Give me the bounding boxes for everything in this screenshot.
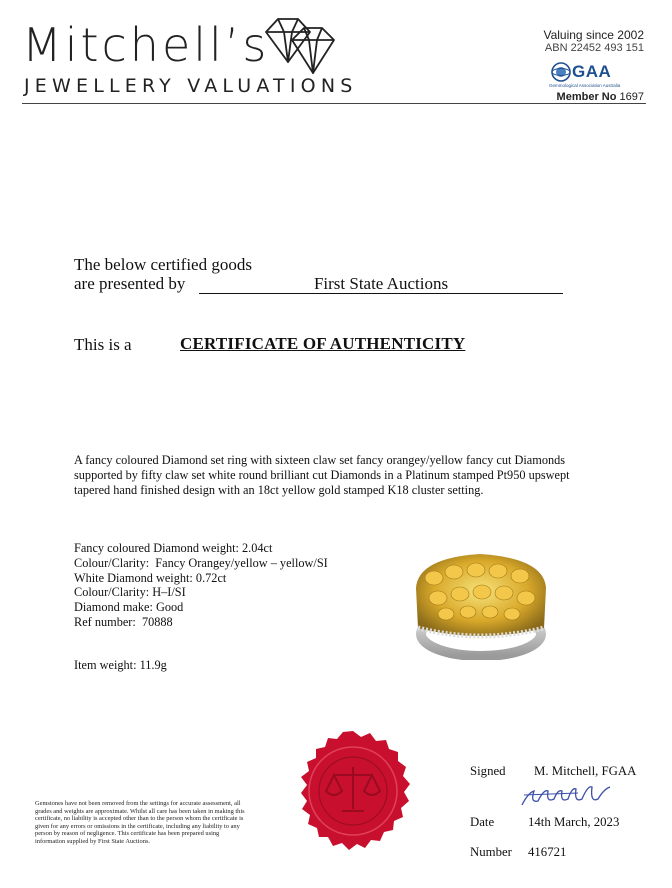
member-value: 1697 [619, 91, 644, 103]
valuing-since: Valuing since 2002 [543, 28, 644, 42]
gaa-logo-subtext: Gemmological Association Australia [549, 83, 621, 88]
date-value: 14th March, 2023 [528, 815, 620, 829]
abn-number: ABN 22452 493 151 [544, 42, 644, 54]
spec-item: Diamond make: Good [74, 600, 184, 615]
spec-list [74, 541, 328, 630]
intro-line1: The below certified goods [74, 255, 252, 274]
signed-label: Signed [470, 764, 506, 778]
number-label: Number [470, 845, 512, 859]
date-label: Date [470, 815, 495, 829]
intro-line2: are presented by [74, 274, 186, 293]
member-number [557, 91, 644, 103]
item-weight: Item weight: 11.9g [74, 658, 167, 672]
spec-item: Ref number: 70888 [74, 614, 173, 629]
signed-value: M. Mitchell, FGAA [534, 764, 637, 778]
certificate-prefix: This is a [74, 335, 132, 354]
spec-item: Colour/Clarity: Fancy Orangey/yellow – yellow/SI [74, 555, 328, 570]
number-value: 416721 [528, 845, 567, 859]
disclaimer-text: Gemstones have not been removed from the settings for accurate assessment, all grades and weights are approximate. Whilst all care has been taken in making this certificate, no liability is accepted other than to the person whom the certificate is given for any errors or omissions in the certificate, including any liability to any person by reason of negligence. This certificate has been prepared using information supplied by First State Auctions. [35, 800, 245, 845]
signature [518, 783, 618, 811]
item-description: A fancy coloured Diamond set ring with sixteen claw set fancy orangey/yellow fancy cut Diamonds supported by fifty claw set white round brilliant cut Diamonds in a Platinum stamped Pt950 upswept tapered hand finished design with an 18ct yellow gold stamped K18 cluster setting. [74, 453, 570, 497]
certificate-title: CERTIFICATE OF AUTHENTICITY [180, 334, 466, 353]
spec-item: Fancy coloured Diamond weight: 2.04ct [74, 541, 273, 555]
presenter-name: First State Auctions [199, 275, 563, 294]
header-divider [22, 103, 646, 104]
spec-item: White Diamond weight: 0.72ct [74, 570, 227, 585]
red-wax-seal [290, 729, 416, 861]
gaa-logo-text: GAA [572, 62, 612, 81]
member-label: Member No [556, 91, 617, 103]
brand-name: Mitchell’s [22, 18, 270, 72]
ring-photo [410, 548, 552, 660]
diamond-logo-icon [262, 16, 336, 76]
brand-subtitle: JEWELLERY VALUATIONS [24, 75, 358, 97]
spec-item: Colour/Clarity: H–I/SI [74, 585, 186, 600]
